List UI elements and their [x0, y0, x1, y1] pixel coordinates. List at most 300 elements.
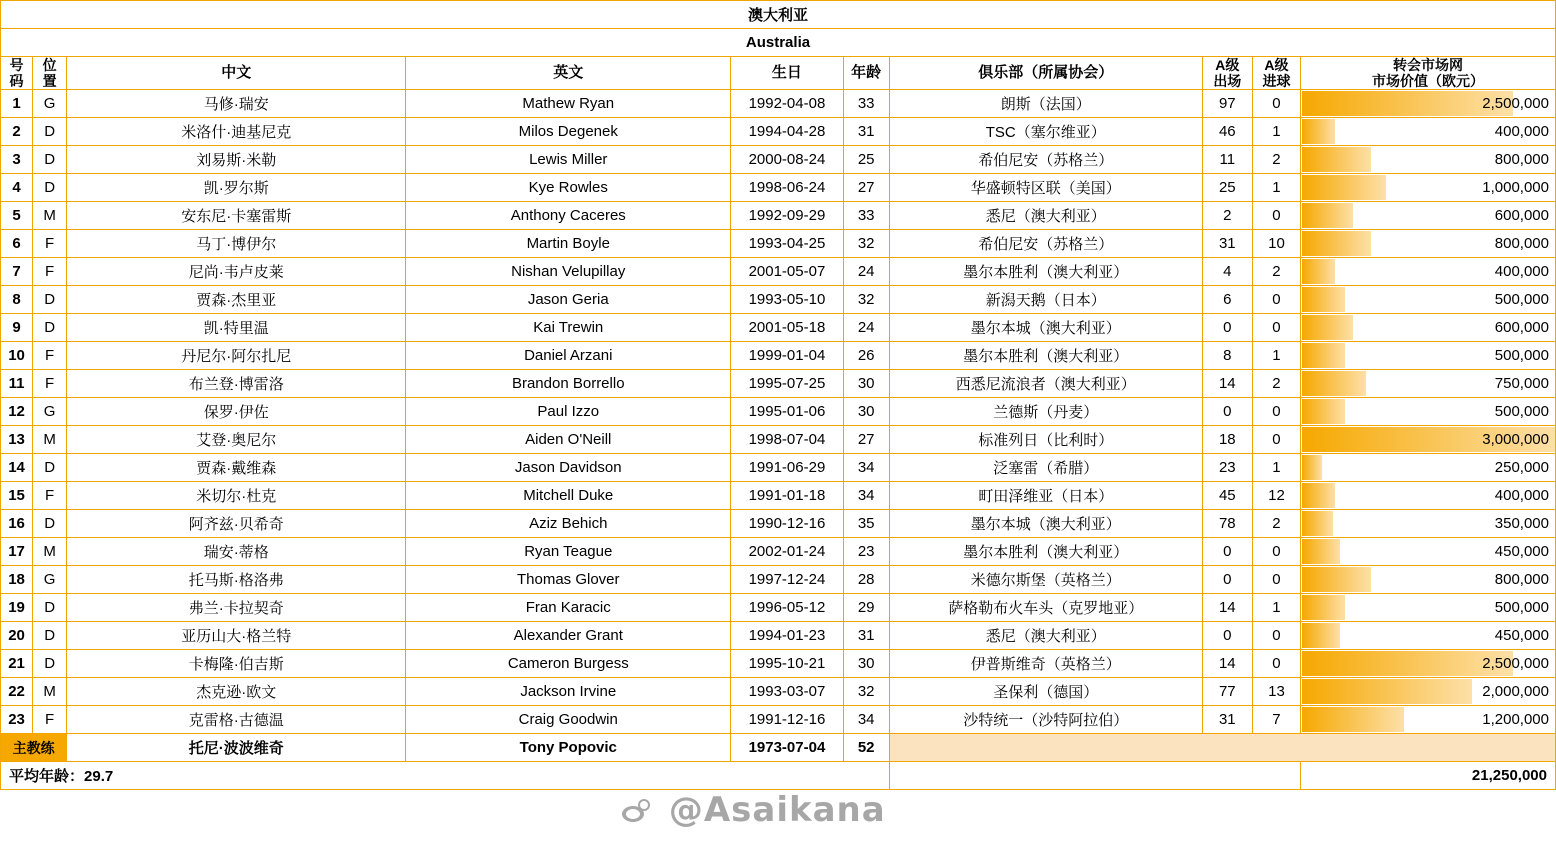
title-row-english	[1, 29, 1556, 57]
coach-age: 52	[843, 734, 889, 762]
cell-position: D	[33, 146, 67, 174]
cell-birthday: 1991-01-18	[731, 482, 843, 510]
table-row	[1, 286, 1556, 314]
cell-goals: 13	[1252, 678, 1300, 706]
cell-position: M	[33, 202, 67, 230]
cell-goals: 0	[1252, 202, 1300, 230]
cell-name-en: Fran Karacic	[406, 594, 731, 622]
column-header-position: 位 置	[33, 57, 67, 90]
market-value-bar	[1302, 651, 1513, 676]
market-value-bar	[1302, 287, 1345, 312]
cell-goals: 2	[1252, 510, 1300, 538]
cell-name-en: Brandon Borrello	[406, 370, 731, 398]
market-value-text: 800,000	[1494, 235, 1549, 253]
table-row	[1, 258, 1556, 286]
cell-market-value	[1301, 342, 1556, 370]
market-value-bar	[1302, 315, 1353, 340]
market-value-bar	[1302, 679, 1472, 704]
market-value-text: 600,000	[1494, 207, 1549, 225]
table-row	[1, 202, 1556, 230]
cell-goals: 0	[1252, 286, 1300, 314]
market-value-bar	[1302, 371, 1365, 396]
cell-position: D	[33, 622, 67, 650]
cell-club: 标准列日（比利时）	[889, 426, 1202, 454]
cell-birthday: 1998-06-24	[731, 174, 843, 202]
market-value-bar	[1302, 147, 1371, 172]
watermark	[620, 790, 886, 830]
cell-market-value	[1301, 314, 1556, 342]
cell-number: 22	[1, 678, 33, 706]
cell-name-en: Thomas Glover	[406, 566, 731, 594]
cell-club: 泛塞雷（希腊）	[889, 454, 1202, 482]
table-row	[1, 482, 1556, 510]
column-header-number: 号 码	[1, 57, 33, 90]
cell-position: G	[33, 90, 67, 118]
market-value-bar	[1302, 595, 1345, 620]
column-header-value: 转会市场网 市场价值（欧元）	[1301, 57, 1556, 90]
cell-number: 15	[1, 482, 33, 510]
cell-age: 32	[843, 286, 889, 314]
cell-number: 18	[1, 566, 33, 594]
market-value-text: 3,000,000	[1482, 431, 1549, 449]
cell-age: 33	[843, 90, 889, 118]
cell-market-value	[1301, 650, 1556, 678]
cell-caps: 78	[1202, 510, 1252, 538]
cell-birthday: 1999-01-04	[731, 342, 843, 370]
cell-number: 13	[1, 426, 33, 454]
table-row	[1, 678, 1556, 706]
cell-name-en: Anthony Caceres	[406, 202, 731, 230]
cell-market-value	[1301, 202, 1556, 230]
market-value-text: 800,000	[1494, 571, 1549, 589]
cell-number: 1	[1, 90, 33, 118]
market-value-text: 400,000	[1494, 487, 1549, 505]
cell-position: G	[33, 398, 67, 426]
cell-birthday: 1992-09-29	[731, 202, 843, 230]
title-row-chinese	[1, 1, 1556, 29]
cell-caps: 0	[1202, 314, 1252, 342]
cell-caps: 14	[1202, 370, 1252, 398]
coach-row	[1, 734, 1556, 762]
market-value-text: 400,000	[1494, 263, 1549, 281]
cell-number: 16	[1, 510, 33, 538]
cell-number: 7	[1, 258, 33, 286]
cell-position: D	[33, 174, 67, 202]
market-value-text: 500,000	[1494, 291, 1549, 309]
cell-birthday: 1993-03-07	[731, 678, 843, 706]
cell-position: D	[33, 594, 67, 622]
coach-birthday: 1973-07-04	[731, 734, 843, 762]
market-value-text: 450,000	[1494, 543, 1549, 561]
cell-name-en: Milos Degenek	[406, 118, 731, 146]
cell-number: 9	[1, 314, 33, 342]
cell-club: 町田泽维亚（日本）	[889, 482, 1202, 510]
cell-number: 14	[1, 454, 33, 482]
cell-age: 27	[843, 426, 889, 454]
cell-goals: 2	[1252, 146, 1300, 174]
cell-birthday: 1993-05-10	[731, 286, 843, 314]
market-value-bar	[1302, 455, 1322, 480]
cell-club: 圣保利（德国）	[889, 678, 1202, 706]
cell-name-en: Mitchell Duke	[406, 482, 731, 510]
cell-market-value	[1301, 426, 1556, 454]
market-value-bar	[1302, 567, 1371, 592]
cell-caps: 46	[1202, 118, 1252, 146]
cell-goals: 0	[1252, 398, 1300, 426]
market-value-bar	[1302, 175, 1386, 200]
market-value-text: 600,000	[1494, 319, 1549, 337]
cell-position: D	[33, 510, 67, 538]
cell-birthday: 1991-06-29	[731, 454, 843, 482]
cell-club: TSC（塞尔维亚）	[889, 118, 1202, 146]
cell-name-cn: 弗兰·卡拉契奇	[67, 594, 406, 622]
table-row	[1, 454, 1556, 482]
cell-name-cn: 贾森·戴维森	[67, 454, 406, 482]
cell-number: 19	[1, 594, 33, 622]
cell-age: 34	[843, 706, 889, 734]
cell-age: 25	[843, 146, 889, 174]
market-value-bar	[1302, 343, 1345, 368]
cell-goals: 1	[1252, 342, 1300, 370]
market-value-bar	[1302, 259, 1335, 284]
cell-age: 31	[843, 622, 889, 650]
cell-name-cn: 米洛什·迪基尼克	[67, 118, 406, 146]
cell-number: 20	[1, 622, 33, 650]
cell-name-en: Kye Rowles	[406, 174, 731, 202]
cell-number: 6	[1, 230, 33, 258]
cell-goals: 0	[1252, 314, 1300, 342]
cell-market-value	[1301, 90, 1556, 118]
cell-name-cn: 安东尼·卡塞雷斯	[67, 202, 406, 230]
table-row	[1, 370, 1556, 398]
cell-club: 西悉尼流浪者（澳大利亚）	[889, 370, 1202, 398]
market-value-bar	[1302, 203, 1353, 228]
market-value-bar	[1302, 119, 1335, 144]
cell-number: 4	[1, 174, 33, 202]
summary-row	[1, 762, 1556, 790]
cell-name-cn: 尼尚·韦卢皮莱	[67, 258, 406, 286]
table-row	[1, 706, 1556, 734]
cell-name-cn: 艾登·奥尼尔	[67, 426, 406, 454]
cell-age: 24	[843, 314, 889, 342]
market-value-text: 250,000	[1494, 459, 1549, 477]
cell-name-cn: 马丁·博伊尔	[67, 230, 406, 258]
cell-goals: 0	[1252, 622, 1300, 650]
cell-caps: 0	[1202, 538, 1252, 566]
cell-age: 30	[843, 650, 889, 678]
cell-age: 28	[843, 566, 889, 594]
cell-name-en: Aziz Behich	[406, 510, 731, 538]
summary-empty-cell	[889, 762, 1300, 790]
cell-caps: 0	[1202, 566, 1252, 594]
cell-birthday: 1992-04-08	[731, 90, 843, 118]
cell-position: D	[33, 118, 67, 146]
cell-name-en: Ryan Teague	[406, 538, 731, 566]
market-value-text: 2,500,000	[1482, 655, 1549, 673]
cell-name-en: Paul Izzo	[406, 398, 731, 426]
cell-goals: 0	[1252, 566, 1300, 594]
cell-club: 墨尔本城（澳大利亚）	[889, 314, 1202, 342]
cell-name-en: Kai Trewin	[406, 314, 731, 342]
cell-age: 33	[843, 202, 889, 230]
cell-caps: 31	[1202, 706, 1252, 734]
cell-club: 华盛顿特区联（美国）	[889, 174, 1202, 202]
cell-club: 萨格勒布火车头（克罗地亚）	[889, 594, 1202, 622]
cell-club: 希伯尼安（苏格兰）	[889, 146, 1202, 174]
table-row	[1, 230, 1556, 258]
cell-age: 23	[843, 538, 889, 566]
watermark-text: @Asaikana	[668, 790, 886, 830]
cell-market-value	[1301, 258, 1556, 286]
cell-caps: 45	[1202, 482, 1252, 510]
cell-club: 墨尔本胜利（澳大利亚）	[889, 538, 1202, 566]
cell-market-value	[1301, 538, 1556, 566]
cell-birthday: 2002-01-24	[731, 538, 843, 566]
cell-caps: 8	[1202, 342, 1252, 370]
cell-market-value	[1301, 370, 1556, 398]
coach-name-en: Tony Popovic	[406, 734, 731, 762]
cell-market-value	[1301, 482, 1556, 510]
cell-club: 墨尔本胜利（澳大利亚）	[889, 342, 1202, 370]
cell-caps: 11	[1202, 146, 1252, 174]
cell-club: 兰德斯（丹麦）	[889, 398, 1202, 426]
cell-number: 3	[1, 146, 33, 174]
cell-club: 米德尔斯堡（英格兰）	[889, 566, 1202, 594]
cell-goals: 1	[1252, 174, 1300, 202]
cell-age: 32	[843, 678, 889, 706]
cell-position: D	[33, 650, 67, 678]
cell-birthday: 2000-08-24	[731, 146, 843, 174]
cell-club: 希伯尼安（苏格兰）	[889, 230, 1202, 258]
cell-position: F	[33, 230, 67, 258]
cell-birthday: 2001-05-07	[731, 258, 843, 286]
weibo-icon	[620, 794, 650, 820]
cell-name-cn: 米切尔·杜克	[67, 482, 406, 510]
cell-caps: 31	[1202, 230, 1252, 258]
table-row	[1, 426, 1556, 454]
cell-market-value	[1301, 454, 1556, 482]
market-value-text: 800,000	[1494, 151, 1549, 169]
cell-caps: 18	[1202, 426, 1252, 454]
cell-market-value	[1301, 286, 1556, 314]
cell-name-cn: 卡梅隆·伯吉斯	[67, 650, 406, 678]
cell-goals: 2	[1252, 258, 1300, 286]
cell-goals: 0	[1252, 650, 1300, 678]
cell-name-cn: 阿齐兹·贝希奇	[67, 510, 406, 538]
total-market-value: 21,250,000	[1301, 762, 1556, 790]
cell-name-en: Craig Goodwin	[406, 706, 731, 734]
column-header-caps: A级 出场	[1202, 57, 1252, 90]
coach-empty-cells	[889, 734, 1555, 762]
cell-market-value	[1301, 566, 1556, 594]
cell-birthday: 1997-12-24	[731, 566, 843, 594]
cell-name-cn: 丹尼尔·阿尔扎尼	[67, 342, 406, 370]
cell-name-en: Jackson Irvine	[406, 678, 731, 706]
market-value-bar	[1302, 91, 1513, 116]
cell-caps: 4	[1202, 258, 1252, 286]
cell-age: 27	[843, 174, 889, 202]
cell-market-value	[1301, 594, 1556, 622]
cell-name-en: Mathew Ryan	[406, 90, 731, 118]
cell-goals: 1	[1252, 594, 1300, 622]
cell-birthday: 1994-04-28	[731, 118, 843, 146]
cell-name-en: Martin Boyle	[406, 230, 731, 258]
cell-age: 30	[843, 370, 889, 398]
cell-name-en: Cameron Burgess	[406, 650, 731, 678]
cell-name-cn: 托马斯·格洛弗	[67, 566, 406, 594]
column-header-club: 俱乐部（所属协会）	[889, 57, 1202, 90]
cell-birthday: 2001-05-18	[731, 314, 843, 342]
cell-age: 35	[843, 510, 889, 538]
market-value-bar	[1302, 483, 1335, 508]
cell-market-value	[1301, 146, 1556, 174]
cell-position: M	[33, 678, 67, 706]
table-row	[1, 174, 1556, 202]
page-title-english: Australia	[1, 29, 1556, 57]
page-title-chinese: 澳大利亚	[1, 1, 1556, 29]
cell-birthday: 1990-12-16	[731, 510, 843, 538]
average-age-value: 29.7	[84, 768, 114, 786]
cell-goals: 12	[1252, 482, 1300, 510]
cell-goals: 1	[1252, 454, 1300, 482]
column-header-birthday: 生日	[731, 57, 843, 90]
market-value-text: 450,000	[1494, 627, 1549, 645]
cell-name-cn: 瑞安·蒂格	[67, 538, 406, 566]
cell-market-value	[1301, 118, 1556, 146]
market-value-text: 350,000	[1494, 515, 1549, 533]
cell-caps: 23	[1202, 454, 1252, 482]
cell-number: 5	[1, 202, 33, 230]
table-row	[1, 90, 1556, 118]
market-value-bar	[1302, 539, 1340, 564]
table-row	[1, 146, 1556, 174]
cell-birthday: 1995-01-06	[731, 398, 843, 426]
market-value-bar	[1302, 511, 1332, 536]
cell-position: F	[33, 706, 67, 734]
cell-position: M	[33, 426, 67, 454]
table-row	[1, 510, 1556, 538]
table-row	[1, 118, 1556, 146]
market-value-text: 1,000,000	[1482, 179, 1549, 197]
cell-position: M	[33, 538, 67, 566]
market-value-bar	[1302, 623, 1340, 648]
cell-market-value	[1301, 398, 1556, 426]
cell-club: 悉尼（澳大利亚）	[889, 622, 1202, 650]
average-age-cell	[1, 762, 890, 790]
column-header-goals: A级 进球	[1252, 57, 1300, 90]
cell-name-en: Alexander Grant	[406, 622, 731, 650]
table-row	[1, 342, 1556, 370]
cell-caps: 0	[1202, 398, 1252, 426]
coach-label: 主教练	[1, 734, 67, 762]
column-header-row	[1, 57, 1556, 90]
cell-club: 朗斯（法国）	[889, 90, 1202, 118]
cell-goals: 0	[1252, 538, 1300, 566]
cell-caps: 2	[1202, 202, 1252, 230]
cell-age: 34	[843, 454, 889, 482]
cell-name-cn: 凯·罗尔斯	[67, 174, 406, 202]
cell-position: F	[33, 258, 67, 286]
cell-caps: 77	[1202, 678, 1252, 706]
cell-name-cn: 保罗·伊佐	[67, 398, 406, 426]
cell-number: 21	[1, 650, 33, 678]
cell-goals: 0	[1252, 90, 1300, 118]
cell-name-en: Jason Davidson	[406, 454, 731, 482]
table-row	[1, 398, 1556, 426]
cell-name-cn: 贾森·杰里亚	[67, 286, 406, 314]
cell-name-cn: 克雷格·古德温	[67, 706, 406, 734]
cell-name-cn: 凯·特里温	[67, 314, 406, 342]
cell-number: 17	[1, 538, 33, 566]
cell-name-en: Nishan Velupillay	[406, 258, 731, 286]
cell-market-value	[1301, 706, 1556, 734]
cell-name-cn: 布兰登·博雷洛	[67, 370, 406, 398]
cell-caps: 0	[1202, 622, 1252, 650]
table-row	[1, 314, 1556, 342]
market-value-text: 500,000	[1494, 599, 1549, 617]
cell-age: 24	[843, 258, 889, 286]
cell-club: 悉尼（澳大利亚）	[889, 202, 1202, 230]
coach-name-cn: 托尼·波波维奇	[67, 734, 406, 762]
cell-age: 26	[843, 342, 889, 370]
cell-age: 31	[843, 118, 889, 146]
table-row	[1, 650, 1556, 678]
cell-caps: 25	[1202, 174, 1252, 202]
cell-goals: 10	[1252, 230, 1300, 258]
cell-birthday: 1998-07-04	[731, 426, 843, 454]
market-value-bar	[1302, 707, 1404, 732]
cell-club: 墨尔本城（澳大利亚）	[889, 510, 1202, 538]
cell-market-value	[1301, 510, 1556, 538]
cell-position: D	[33, 454, 67, 482]
cell-club: 墨尔本胜利（澳大利亚）	[889, 258, 1202, 286]
column-header-name-cn: 中文	[67, 57, 406, 90]
cell-goals: 7	[1252, 706, 1300, 734]
table-row	[1, 566, 1556, 594]
cell-name-en: Lewis Miller	[406, 146, 731, 174]
cell-goals: 1	[1252, 118, 1300, 146]
average-age-label: 平均年龄：	[9, 768, 85, 786]
cell-position: D	[33, 286, 67, 314]
market-value-text: 2,000,000	[1482, 683, 1549, 701]
market-value-bar	[1302, 399, 1345, 424]
cell-position: F	[33, 342, 67, 370]
market-value-text: 1,200,000	[1482, 711, 1549, 729]
cell-position: F	[33, 370, 67, 398]
cell-name-en: Daniel Arzani	[406, 342, 731, 370]
table-row	[1, 538, 1556, 566]
cell-caps: 6	[1202, 286, 1252, 314]
cell-goals: 2	[1252, 370, 1300, 398]
cell-number: 12	[1, 398, 33, 426]
column-header-age: 年龄	[843, 57, 889, 90]
cell-name-en: Aiden O'Neill	[406, 426, 731, 454]
market-value-text: 2,500,000	[1482, 95, 1549, 113]
cell-number: 23	[1, 706, 33, 734]
cell-club: 伊普斯维奇（英格兰）	[889, 650, 1202, 678]
cell-name-cn: 马修·瑞安	[67, 90, 406, 118]
cell-market-value	[1301, 230, 1556, 258]
cell-caps: 97	[1202, 90, 1252, 118]
cell-position: F	[33, 482, 67, 510]
cell-club: 沙特统一（沙特阿拉伯）	[889, 706, 1202, 734]
cell-birthday: 1991-12-16	[731, 706, 843, 734]
cell-market-value	[1301, 622, 1556, 650]
market-value-text: 500,000	[1494, 403, 1549, 421]
table-row	[1, 622, 1556, 650]
market-value-text: 400,000	[1494, 123, 1549, 141]
cell-number: 11	[1, 370, 33, 398]
